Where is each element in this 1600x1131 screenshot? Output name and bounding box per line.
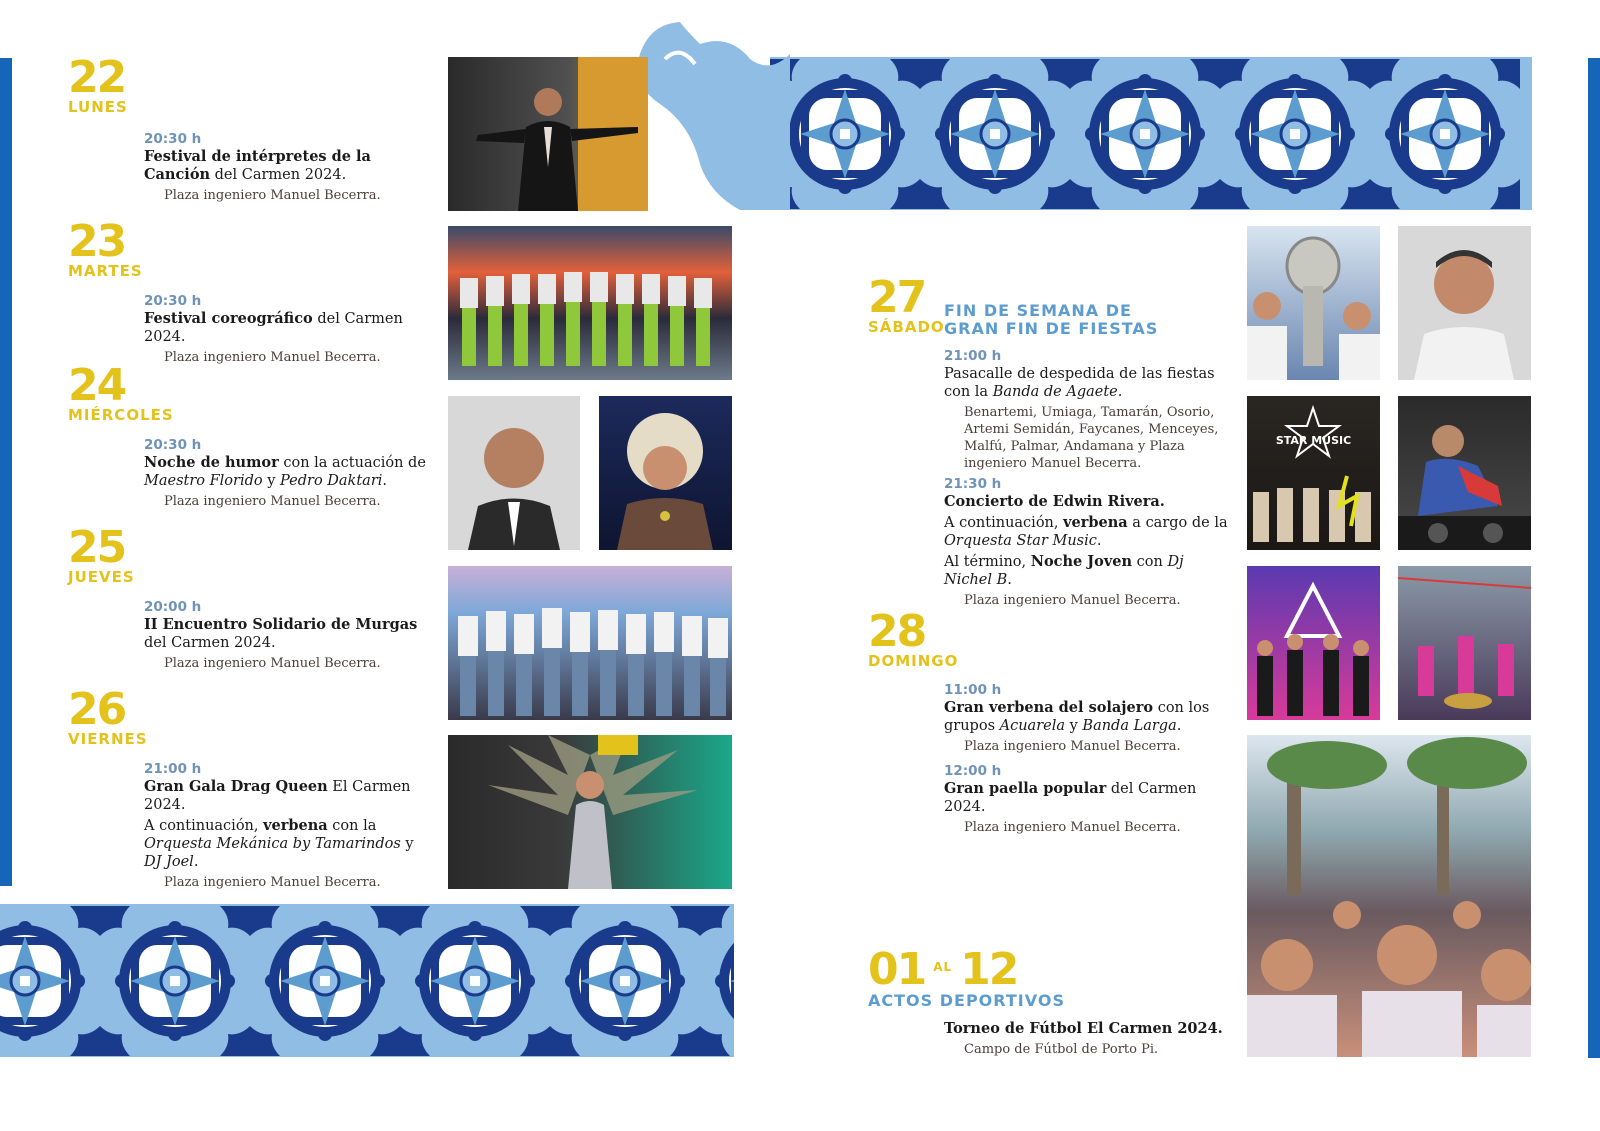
day-name: SÁBADO xyxy=(868,318,945,336)
bottom-tile-band xyxy=(0,904,734,1057)
event-28-1 xyxy=(944,681,1234,755)
event-time: 21:00 h xyxy=(944,348,1002,364)
event-title-rest: con la actuación de xyxy=(278,455,426,471)
photo-crowd xyxy=(1247,735,1531,1057)
event-place: Plaza ingeniero Manuel Becerra. xyxy=(164,188,381,203)
day-number: 22 xyxy=(68,52,126,103)
sports-al: AL xyxy=(933,960,953,974)
photo-singer xyxy=(448,57,648,211)
event-time: 20:00 h xyxy=(144,599,202,615)
text-bold: verbena xyxy=(1063,514,1128,531)
day-name: MARTES xyxy=(68,262,143,280)
day-26-header xyxy=(68,684,148,748)
text: Pasacalle de despedida de las fiestas con la xyxy=(944,366,1215,400)
orchestra-name: Orquesta Star Music xyxy=(944,533,1097,549)
group-1: Acuarela xyxy=(999,718,1065,734)
event-title-bold: Gran paella popular xyxy=(944,780,1107,797)
event-27-1 xyxy=(944,347,1234,472)
sports-from: 01 xyxy=(868,944,926,995)
event-place: Plaza ingeniero Manuel Becerra. xyxy=(964,820,1181,835)
heading-line-1: FIN DE SEMANA DE xyxy=(944,301,1132,320)
event-title-bold: Festival de intérpretes de la Canción xyxy=(144,148,371,183)
day-number: 26 xyxy=(68,684,126,735)
heading-line-2: GRAN FIN DE FIESTAS xyxy=(944,319,1159,338)
dj-name: Dj Nichel B xyxy=(944,554,1184,588)
text: con la xyxy=(327,818,377,834)
feather-ornament xyxy=(630,14,790,210)
photo-dancers xyxy=(448,226,732,380)
sports-label: ACTOS DEPORTIVOS xyxy=(868,991,1065,1010)
day-27-header xyxy=(868,272,945,336)
day-number: 23 xyxy=(68,216,126,267)
event-place: Benartemi, Umiaga, Tamarán, Osorio, Artemi Semidán, Faycanes, Menceyes, Malfú, Palmar, Andamana y Plaza ingeniero Manuel Becerra. xyxy=(964,405,1219,471)
text: a cargo de la xyxy=(1127,515,1228,531)
event-place: Plaza ingeniero Manuel Becerra. xyxy=(164,656,381,671)
day-name: MIÉRCOLES xyxy=(68,406,174,424)
day-number: 24 xyxy=(68,360,126,411)
photo-singer-edwin xyxy=(1398,226,1531,380)
band-name: Banda de Agaete xyxy=(992,384,1118,400)
day-number: 28 xyxy=(868,606,926,657)
event-title-bold: Concierto de Edwin Rivera. xyxy=(944,493,1165,510)
photo-murgas xyxy=(448,566,732,720)
text: . xyxy=(1096,533,1102,549)
photo-caption: STAR MUSIC xyxy=(1275,434,1352,447)
photo-band-tuba xyxy=(1247,226,1380,380)
left-edge-bar xyxy=(0,58,12,886)
text: con xyxy=(1132,554,1168,570)
day-name: DOMINGO xyxy=(868,652,959,670)
event-title-bold: Noche de humor xyxy=(144,454,279,471)
photo-drag-queen xyxy=(448,735,732,889)
right-edge-bar xyxy=(1588,58,1600,1058)
event-sports xyxy=(944,1020,1234,1058)
event-place: Plaza ingeniero Manuel Becerra. xyxy=(164,494,381,509)
weekend-heading xyxy=(944,302,1158,338)
event-time: 12:00 h xyxy=(944,763,1002,779)
dj-name: DJ Joel xyxy=(144,854,194,870)
text: A continuación, xyxy=(144,818,264,834)
event-title-bold: Gran Gala Drag Queen xyxy=(144,778,328,795)
text: . xyxy=(1176,718,1182,734)
text: A continuación, xyxy=(944,515,1064,531)
group-2: Banda Larga xyxy=(1082,718,1177,734)
event-title-bold: Torneo de Fútbol El Carmen 2024. xyxy=(944,1020,1223,1037)
event-title-rest: del Carmen 2024. xyxy=(144,635,276,651)
day-number: 27 xyxy=(868,272,926,323)
event-title-bold: Festival coreográfico xyxy=(144,310,313,327)
day-24-header xyxy=(68,360,174,424)
day-number: 25 xyxy=(68,522,126,573)
day-name: JUEVES xyxy=(68,568,135,586)
day-name: VIERNES xyxy=(68,730,148,748)
orchestra-name: Orquesta Mekánica by Tamarindos xyxy=(144,836,401,852)
performer-2: Pedro Daktari xyxy=(280,473,383,489)
event-place: Plaza ingeniero Manuel Becerra. xyxy=(964,593,1181,608)
event-title-bold: II Encuentro Solidario de Murgas xyxy=(144,616,418,633)
event-23 xyxy=(144,292,434,366)
sports-to: 12 xyxy=(960,944,1018,995)
text: . xyxy=(193,854,199,870)
event-24 xyxy=(144,436,434,510)
event-title-rest: del Carmen 2024. xyxy=(210,167,347,183)
photo-star-music xyxy=(1247,396,1380,550)
event-27-2 xyxy=(944,475,1234,609)
text: . xyxy=(1117,384,1123,400)
day-23-header xyxy=(68,216,143,280)
event-26 xyxy=(144,760,434,891)
event-time: 20:30 h xyxy=(144,437,202,453)
text-bold: verbena xyxy=(263,817,328,834)
photo-comedian-2 xyxy=(599,396,732,550)
event-25 xyxy=(144,598,434,672)
event-time: 11:00 h xyxy=(944,682,1002,698)
day-25-header xyxy=(68,522,135,586)
event-title-bold: Gran verbena del solajero xyxy=(944,699,1154,716)
event-22 xyxy=(144,130,434,204)
day-28-header xyxy=(868,606,959,670)
event-time: 21:30 h xyxy=(944,476,1002,492)
event-place: Plaza ingeniero Manuel Becerra. xyxy=(964,739,1181,754)
performer-1: Maestro Florido xyxy=(144,473,263,489)
event-time: 21:00 h xyxy=(144,761,202,777)
photo-dj xyxy=(1398,396,1531,550)
event-place: Plaza ingeniero Manuel Becerra. xyxy=(164,875,381,890)
text-bold: Noche Joven xyxy=(1030,553,1133,570)
day-22-header xyxy=(68,52,128,116)
event-time: 20:30 h xyxy=(144,293,202,309)
end: . xyxy=(382,473,387,489)
event-title-rest: El Carmen 2024. xyxy=(144,779,411,813)
sports-header xyxy=(868,944,1065,1010)
event-time: 20:30 h xyxy=(144,131,202,147)
photo-band-stage xyxy=(1247,566,1380,720)
text: Al término, xyxy=(944,554,1031,570)
event-title-rest: del Carmen 2024. xyxy=(144,311,403,345)
event-place: Plaza ingeniero Manuel Becerra. xyxy=(164,350,381,365)
photo-comedian-1 xyxy=(448,396,580,550)
day-name: LUNES xyxy=(68,98,128,116)
photo-verbena-crowd xyxy=(1398,566,1531,720)
text: con los grupos xyxy=(944,700,1210,734)
text: y xyxy=(1065,718,1083,734)
top-tile-band xyxy=(770,57,1532,210)
event-28-2 xyxy=(944,762,1234,836)
text: . xyxy=(1007,572,1012,588)
text: del Carmen 2024. xyxy=(944,781,1197,815)
conj: y xyxy=(262,473,281,489)
event-place: Campo de Fútbol de Porto Pi. xyxy=(964,1042,1159,1057)
text: y xyxy=(400,836,414,852)
